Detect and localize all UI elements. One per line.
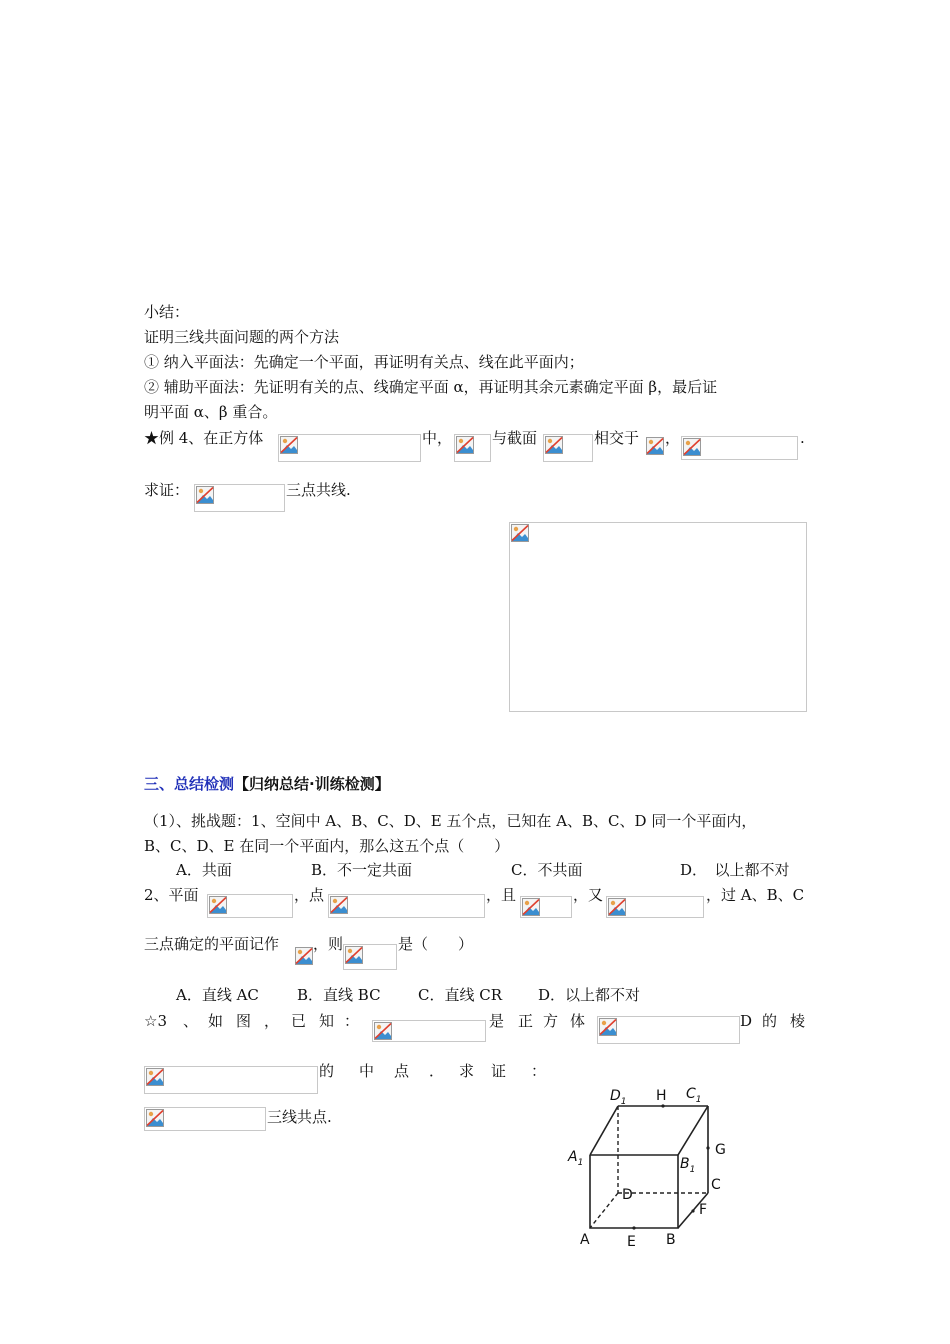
q3-char: 正 — [518, 1012, 534, 1030]
q3-char: ： — [344, 1012, 360, 1030]
section-number: 三、总结检测 — [144, 775, 235, 793]
q2-guo: ，过 A、B、C — [706, 886, 805, 904]
q3-char: 棱 — [790, 1012, 806, 1030]
cube-front-face — [590, 1155, 678, 1228]
q3-char: 的 — [762, 1012, 778, 1030]
q3-char: ☆3 — [144, 1012, 167, 1030]
q3-char: 已 — [291, 1012, 307, 1030]
label-f: F — [699, 1202, 708, 1218]
q3-sanxian: 三线共点. — [267, 1108, 332, 1126]
q3-char: ， — [264, 1012, 280, 1030]
example4-yu-jiemian: 与截面 — [492, 429, 538, 447]
image-placeholder-icon — [608, 898, 626, 916]
summary-line-4: 明平面 α、β 重合。 — [144, 403, 278, 421]
label-a1: $A_1$ — [568, 1149, 584, 1168]
q1-option-b: B．不一定共面 — [311, 861, 413, 879]
q2-qie: ，且 — [486, 886, 517, 904]
formula-image — [207, 894, 293, 918]
cube-edge-hidden — [590, 1193, 618, 1228]
summary-line-1: 证明三线共面问题的两个方法 — [144, 328, 340, 346]
image-placeholder-icon — [209, 896, 227, 914]
figure-image — [509, 522, 807, 712]
image-placeholder-icon — [295, 947, 313, 965]
q1-option-d: D． 以上都不对 — [680, 861, 790, 879]
image-placeholder-icon — [522, 898, 540, 916]
label-g: G — [715, 1142, 726, 1158]
image-placeholder-icon — [646, 437, 664, 455]
example4-prefix: ★例 4、在正方体 — [144, 429, 264, 447]
label-h: H — [656, 1088, 667, 1104]
image-placeholder-icon — [456, 436, 474, 454]
formula-image — [144, 1066, 318, 1094]
q3-char: 图 — [236, 1012, 252, 1030]
formula-image — [520, 896, 572, 918]
formula-image — [645, 436, 665, 458]
image-placeholder-icon — [511, 524, 529, 542]
label-a: A — [580, 1232, 590, 1248]
example4-period: . — [800, 429, 805, 447]
q3-char: 是 — [489, 1012, 505, 1030]
example4-sandian: 三点共线. — [286, 481, 351, 499]
q2-line2c: 是（ ） — [398, 935, 474, 953]
image-placeholder-icon — [345, 946, 363, 964]
q3-char: 、 — [183, 1012, 199, 1030]
label-b: B — [666, 1232, 676, 1248]
image-placeholder-icon — [146, 1068, 164, 1086]
q3-char: 体 — [570, 1012, 586, 1030]
formula-image — [597, 1016, 740, 1044]
image-placeholder-icon — [146, 1109, 164, 1127]
q2-you: ，又 — [573, 886, 604, 904]
formula-image — [343, 944, 397, 970]
cube-edge — [678, 1106, 708, 1155]
q3-char: 的 — [319, 1062, 335, 1080]
image-placeholder-icon — [545, 436, 563, 454]
formula-image — [144, 1107, 266, 1131]
image-placeholder-icon — [330, 896, 348, 914]
label-d1: $D_1$ — [610, 1088, 627, 1107]
q2-dian: ，点 — [294, 886, 325, 904]
formula-image — [328, 894, 485, 918]
formula-image — [372, 1020, 486, 1042]
cube-point-f — [691, 1209, 694, 1212]
summary-line-2: ① 纳入平面法：先确定一个平面，再证明有关点、线在此平面内； — [144, 353, 584, 371]
image-placeholder-icon — [196, 486, 214, 504]
q3-char: ． — [429, 1062, 445, 1080]
label-d: D — [622, 1187, 633, 1203]
label-c: C — [711, 1177, 721, 1193]
cube-edge — [590, 1106, 618, 1155]
q3-char: 证 — [491, 1062, 507, 1080]
q3-char: 知 — [319, 1012, 335, 1030]
q1-line-2: B、C、D、E 在同一个平面内，那么这五个点（ ） — [144, 837, 510, 855]
q3-char: 求 — [459, 1062, 475, 1080]
example4-comma: ， — [665, 429, 681, 447]
example4-zhong: 中， — [422, 429, 453, 447]
label-c1: $C_1$ — [686, 1086, 702, 1105]
q1-option-c: C．不共面 — [511, 861, 583, 879]
label-e: E — [627, 1234, 636, 1250]
formula-image — [543, 434, 593, 462]
q3-char: D — [740, 1012, 753, 1030]
label-b1: $B_1$ — [680, 1156, 696, 1175]
q1-option-a: A．共面 — [176, 861, 232, 879]
q2-option-c: C．直线 CR — [418, 986, 503, 1004]
q2-option-a: A．直线 AC — [176, 986, 259, 1004]
formula-image — [454, 434, 491, 462]
image-placeholder-icon — [683, 438, 701, 456]
image-placeholder-icon — [599, 1018, 617, 1036]
q3-char: ： — [531, 1062, 547, 1080]
q3-char: 如 — [208, 1012, 224, 1030]
q2-prefix: 2、平面 — [144, 886, 199, 904]
q3-char: 中 — [359, 1062, 375, 1080]
cube-figure — [560, 1076, 740, 1252]
summary-line-3: ② 辅助平面法：先证明有关的点、线确定平面 α，再证明其余元素确定平面 β，最后证 — [144, 378, 718, 396]
q3-char: 点 — [394, 1062, 410, 1080]
q2-option-b: B．直线 BC — [297, 986, 381, 1004]
summary-title: 小结： — [144, 303, 190, 321]
formula-image — [681, 436, 798, 460]
cube-point-h — [661, 1104, 664, 1107]
cube-point-e — [632, 1226, 635, 1229]
formula-image — [278, 434, 421, 462]
image-placeholder-icon — [280, 436, 298, 454]
formula-image — [294, 946, 314, 968]
example4-xiangjiao: 相交于 — [594, 429, 640, 447]
q2-option-d: D．以上都不对 — [538, 986, 641, 1004]
cube-point-g — [706, 1146, 709, 1149]
q2-line2a: 三点确定的平面记作 — [144, 935, 280, 953]
image-placeholder-icon — [374, 1022, 392, 1040]
formula-image — [606, 896, 704, 918]
example4-qiuzheng: 求证： — [144, 481, 190, 499]
q2-line2b: ，则 — [313, 935, 344, 953]
section-bracket: 【归纳总结·训练检测】 — [234, 775, 390, 793]
q3-char: 方 — [543, 1012, 559, 1030]
section-heading — [144, 774, 390, 794]
formula-image — [194, 484, 285, 512]
q1-line-1: （1）、挑战题：1、空间中 A、B、C、D、E 五个点，已知在 A、B、C、D 同一个平面内， — [144, 812, 757, 830]
